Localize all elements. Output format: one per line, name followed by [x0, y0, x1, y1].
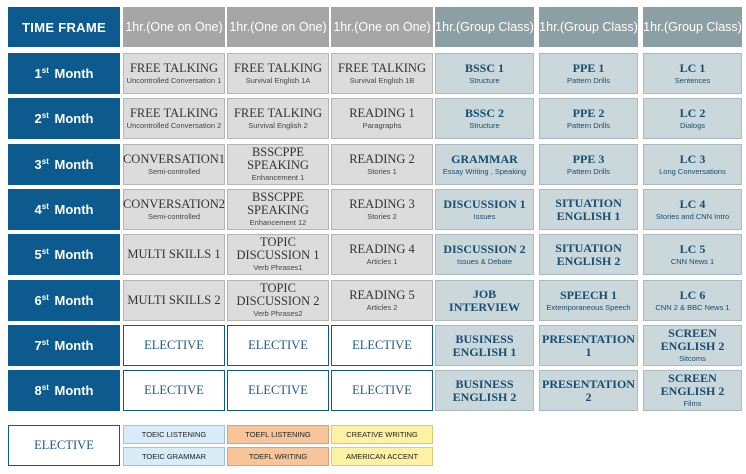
course-cell [227, 98, 329, 139]
course-cell [539, 98, 638, 139]
course-title: ELECTIVE [352, 338, 412, 352]
course-cell [435, 53, 534, 94]
legend-item-label: TOEFL WRITING [248, 452, 308, 461]
month-number: 6 [34, 293, 42, 308]
course-cell [331, 98, 433, 139]
legend-item [227, 447, 329, 466]
course-title: ELECTIVE [352, 383, 412, 397]
course-title: LC 5 [679, 241, 706, 256]
course-title: BUSINESS ENGLISH 1 [452, 331, 517, 359]
course-title: MULTI SKILLS 2 [127, 293, 221, 307]
course-cell [435, 280, 534, 321]
course-cell [227, 144, 329, 185]
course-subtitle: Stories 2 [367, 211, 397, 221]
course-title: PRESENTATION 2 [542, 376, 635, 404]
course-subtitle: Pattern Drills [567, 120, 610, 130]
column-header-label: 1hr.(Group Class) [643, 20, 742, 34]
column-header-label: 1hr.(Group Class) [435, 20, 534, 34]
month-number: 2 [34, 111, 42, 126]
course-title: FREE TALKING [233, 60, 322, 75]
course-cell [643, 144, 742, 185]
month-number: 1 [34, 66, 42, 81]
month-suffix: st [41, 292, 49, 302]
course-cell [539, 144, 638, 185]
course-subtitle: Verb Phrases1 [253, 263, 303, 272]
legend-item-label: TOEIC LISTENING [141, 430, 207, 439]
legend-item-label: TOEIC GRAMMAR [141, 452, 207, 461]
course-subtitle: Extemporaneous Speech [546, 302, 631, 312]
course-subtitle: Long Conversations [659, 166, 726, 176]
course-title: BSSC 2 [464, 105, 505, 120]
column-header [435, 7, 534, 47]
course-title: LC 3 [679, 151, 706, 166]
course-cell [539, 280, 638, 321]
course-subtitle: Films [683, 399, 702, 408]
course-subtitle: Uncontrolled Conversation 2 [126, 120, 222, 130]
course-cell [435, 234, 534, 275]
course-title: MULTI SKILLS 1 [127, 247, 221, 261]
course-title: PPE 1 [572, 60, 605, 75]
course-cell [123, 53, 225, 94]
course-subtitle: Structure [469, 120, 500, 130]
course-title: DISCUSSION 1 [443, 196, 526, 211]
course-subtitle: Articles 1 [366, 256, 398, 266]
month-word: Month [50, 338, 94, 353]
course-title: PPE 3 [572, 151, 605, 166]
month-label [8, 325, 120, 366]
month-text [35, 66, 94, 81]
course-cell [435, 370, 534, 411]
legend-elective-label: ELECTIVE [34, 438, 94, 452]
course-cell [227, 370, 329, 411]
legend-item-label: AMERICAN ACCENT [345, 452, 419, 461]
course-title: BSSC 1 [464, 60, 505, 75]
month-number: 4 [34, 202, 42, 217]
month-text [35, 293, 94, 308]
course-title: BSSCPPE SPEAKING [247, 190, 309, 217]
month-suffix: st [41, 156, 49, 166]
month-label [8, 98, 120, 139]
legend-item-label: TOEFL LISTENING [245, 430, 311, 439]
course-cell [643, 280, 742, 321]
legend-item-label: CREATIVE WRITING [346, 430, 418, 439]
month-word: Month [50, 111, 94, 126]
column-header [123, 7, 225, 47]
column-header-label: 1hr.(Group Class) [539, 20, 638, 34]
course-subtitle: Articles 2 [366, 302, 398, 312]
course-cell [539, 370, 638, 411]
course-cell [123, 325, 225, 366]
month-suffix: st [41, 65, 49, 75]
month-label [8, 144, 120, 185]
month-label [8, 370, 120, 411]
course-title: CONVERSATION1 [122, 151, 226, 166]
month-word: Month [50, 202, 94, 217]
course-title: LC 4 [679, 196, 706, 211]
course-subtitle: Structure [469, 75, 500, 85]
course-cell [643, 189, 742, 230]
course-cell [227, 53, 329, 94]
course-title: FREE TALKING [129, 60, 218, 75]
course-cell [227, 325, 329, 366]
course-subtitle: Paragraphs [362, 120, 402, 130]
month-number: 3 [34, 157, 42, 172]
month-suffix: st [41, 201, 49, 211]
course-cell [331, 280, 433, 321]
course-cell [331, 370, 433, 411]
course-title: SCREEN ENGLISH 2 [660, 371, 725, 398]
course-cell [227, 234, 329, 275]
course-subtitle: Survival English 1B [349, 75, 415, 85]
course-subtitle: CNN 2 & BBC News 1 [655, 302, 730, 312]
column-header-label: 1hr.(One on One) [229, 20, 327, 34]
month-number: 8 [34, 383, 42, 398]
course-title: PRESENTATION 1 [542, 331, 635, 359]
course-cell [123, 234, 225, 275]
course-title: DISCUSSION 2 [443, 241, 526, 256]
month-suffix: st [41, 110, 49, 120]
course-subtitle: Semi-controlled [147, 211, 201, 221]
column-header-label: 1hr.(One on One) [125, 20, 223, 34]
course-title: BUSINESS ENGLISH 2 [452, 376, 517, 404]
time-frame-header [8, 7, 120, 47]
course-title: READING 4 [349, 241, 415, 256]
month-label [8, 189, 120, 230]
course-cell [643, 234, 742, 275]
course-title: ELECTIVE [144, 338, 204, 352]
course-cell [435, 325, 534, 366]
legend-item [227, 425, 329, 444]
course-title: ELECTIVE [144, 383, 204, 397]
course-subtitle: Verb Phrases2 [253, 309, 303, 318]
course-subtitle: Sentences [674, 75, 711, 85]
course-subtitle: Stories 1 [367, 166, 397, 176]
course-title: BSSCPPE SPEAKING [247, 145, 309, 172]
course-subtitle: Stories and CNN Intro [655, 211, 730, 221]
course-title: READING 5 [349, 287, 415, 302]
month-text [35, 202, 94, 217]
course-cell [227, 280, 329, 321]
course-cell [123, 189, 225, 230]
column-header [643, 7, 742, 47]
course-cell [331, 144, 433, 185]
course-title: READING 2 [349, 151, 415, 166]
course-subtitle: Pattern Drills [567, 166, 610, 176]
course-cell [331, 234, 433, 275]
course-title: SITUATION ENGLISH 2 [555, 240, 622, 268]
course-subtitle: Pattern Drills [567, 75, 610, 85]
course-cell [643, 98, 742, 139]
course-subtitle: CNN News 1 [670, 256, 715, 266]
course-title: LC 2 [679, 105, 706, 120]
course-cell [539, 53, 638, 94]
course-title: ELECTIVE [248, 383, 308, 397]
course-title: PPE 2 [572, 105, 605, 120]
course-title: TOPIC DISCUSSION 2 [236, 281, 320, 308]
course-cell [435, 144, 534, 185]
month-word: Month [50, 66, 94, 81]
month-word: Month [50, 247, 94, 262]
month-text [35, 247, 94, 262]
course-cell [539, 234, 638, 275]
month-suffix: st [41, 382, 49, 392]
month-word: Month [50, 383, 94, 398]
month-suffix: st [41, 246, 49, 256]
course-cell [435, 98, 534, 139]
course-title: SPEECH 1 [559, 287, 617, 302]
course-cell [123, 144, 225, 185]
legend-item [123, 447, 225, 466]
month-label [8, 234, 120, 275]
course-subtitle: Enhancement 1 [251, 173, 305, 182]
course-cell [643, 370, 742, 411]
month-suffix: st [41, 337, 49, 347]
course-subtitle: Issues & Debate [456, 256, 513, 266]
course-title: SCREEN ENGLISH 2 [660, 326, 725, 353]
course-cell [123, 280, 225, 321]
course-cell [331, 189, 433, 230]
month-label [8, 280, 120, 321]
course-cell [435, 189, 534, 230]
course-title: SITUATION ENGLISH 1 [555, 195, 622, 223]
month-text [35, 111, 94, 126]
course-title: FREE TALKING [129, 105, 218, 120]
course-subtitle: Sitcoms [679, 354, 706, 363]
course-subtitle: Enhancement 12 [249, 218, 307, 227]
month-word: Month [50, 293, 94, 308]
column-header [539, 7, 638, 47]
column-header [227, 7, 329, 47]
month-label [8, 53, 120, 94]
legend-item [331, 425, 433, 444]
course-cell [331, 53, 433, 94]
course-subtitle: Issues [473, 211, 496, 221]
course-cell [643, 325, 742, 366]
course-title: READING 3 [349, 196, 415, 211]
course-cell [123, 98, 225, 139]
course-cell [539, 325, 638, 366]
course-title: FREE TALKING [337, 60, 426, 75]
legend-item [331, 447, 433, 466]
course-subtitle: Essay Writing , Speaking [442, 166, 527, 176]
course-title: TOPIC DISCUSSION 1 [236, 235, 320, 262]
course-subtitle: Survival English 2 [248, 120, 308, 130]
column-header [331, 7, 433, 47]
month-text [35, 383, 94, 398]
course-subtitle: Semi-controlled [147, 166, 201, 176]
month-text [35, 338, 94, 353]
course-subtitle: Dialogs [679, 120, 705, 130]
course-cell [331, 325, 433, 366]
course-subtitle: Uncontrolled Conversation 1 [126, 75, 222, 85]
legend-item [123, 425, 225, 444]
course-title: LC 6 [679, 287, 706, 302]
course-cell [227, 189, 329, 230]
month-word: Month [50, 157, 94, 172]
course-title: JOB INTERVIEW [449, 286, 520, 314]
course-cell [123, 370, 225, 411]
course-title: FREE TALKING [233, 105, 322, 120]
month-text [35, 157, 94, 172]
month-number: 7 [34, 338, 42, 353]
course-title: LC 1 [679, 60, 706, 75]
course-title: READING 1 [349, 105, 415, 120]
course-title: GRAMMAR [451, 151, 518, 166]
legend-elective-box [8, 425, 120, 466]
column-header-label: 1hr.(One on One) [333, 20, 431, 34]
course-subtitle: Survival English 1A [245, 75, 311, 85]
course-title: ELECTIVE [248, 338, 308, 352]
month-number: 5 [34, 247, 42, 262]
time-frame-label: TIME FRAME [22, 19, 106, 35]
course-cell [539, 189, 638, 230]
course-title: CONVERSATION2 [122, 196, 226, 211]
course-cell [643, 53, 742, 94]
